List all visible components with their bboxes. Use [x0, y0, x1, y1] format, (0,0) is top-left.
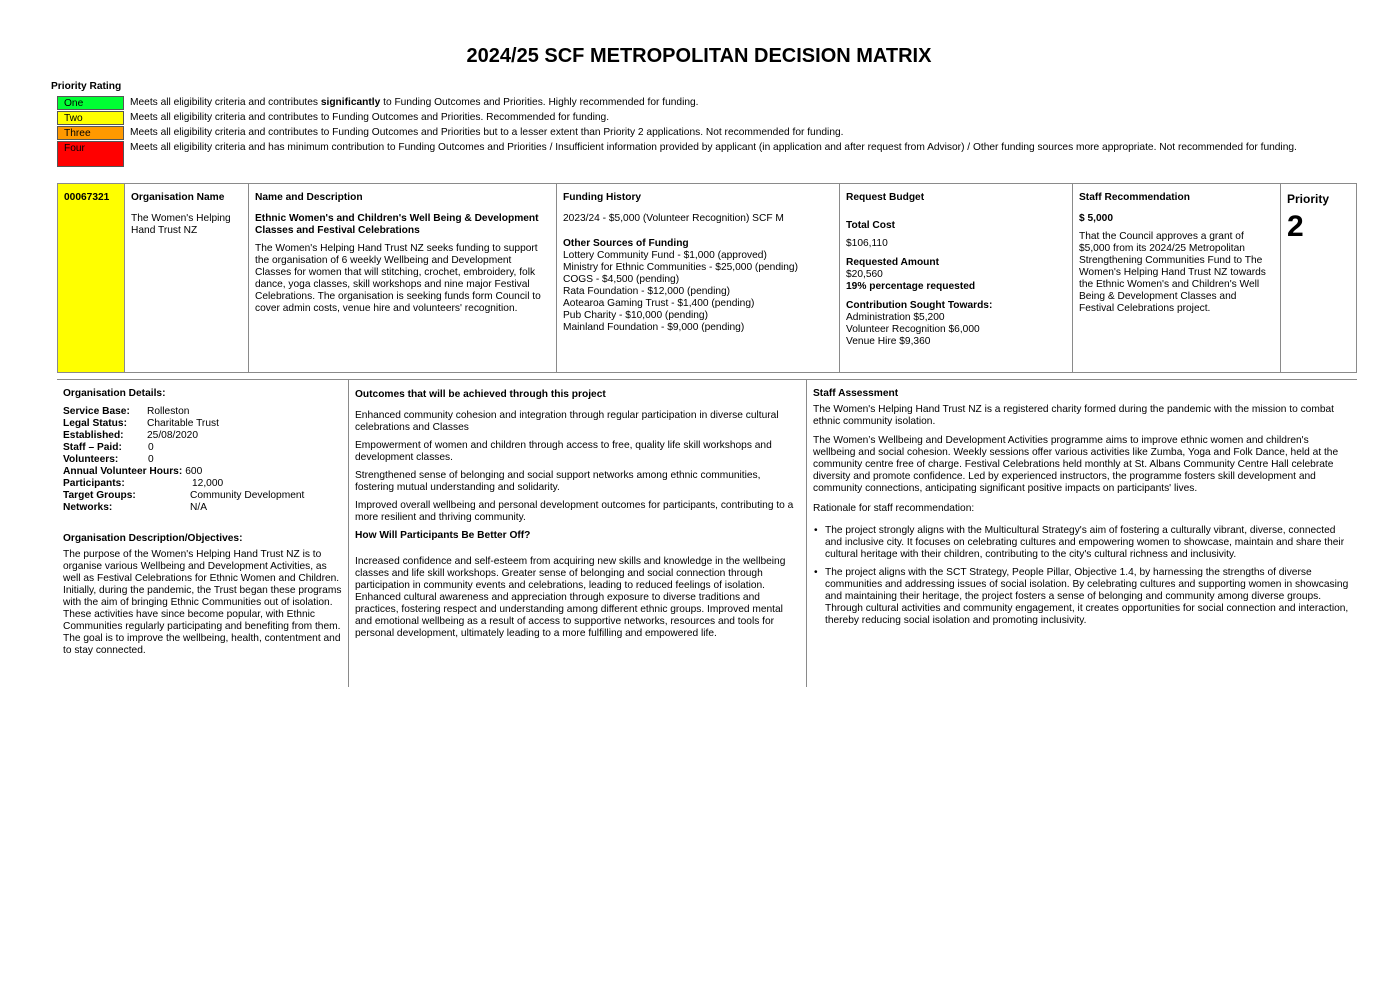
requested-amount-label: Requested Amount [846, 257, 940, 268]
detail-key: Established: [63, 430, 124, 441]
objectives-heading: Organisation Description/Objectives: [63, 533, 243, 544]
detail-row-participants [63, 478, 342, 490]
better-off-heading: How Will Participants Be Better Off? [355, 530, 531, 541]
other-sources-label: Other Sources of Funding [563, 238, 689, 249]
request-budget-cell [840, 184, 1073, 372]
funding-history-cell [557, 184, 840, 372]
contribution-item: Administration $5,200 [846, 312, 945, 323]
requested-amount-value: $20,560 [846, 269, 883, 280]
staff-recommendation-text: That the Council approves a grant of $5,000 from its 2024/25 Metropolitan Strengthening Communities Fund to The Women's Helping Hand Trust NZ towards the Ethnic Women's and Children's Well Being & Development Classes and Festival Celebrations project. [1079, 231, 1266, 314]
legend-text-two: Meets all eligibility criteria and contributes to Funding Outcomes and Priorities. Recommended for funding. [130, 112, 610, 123]
rationale-item: • The project aligns with the SCT Strategy, People Pillar, Objective 1.4, by harnessing the strengths of diverse communities and addressing issues of social isolation. By celebrating cultures and supporting women in showcasing and maintaining their heritage, the project fosters a sense of belonging and community among diverse groups. Through cultural activities and community engagement, it creates opportunities for social connection and interaction, thereby reducing social isolation and promoting inclusivity. [813, 567, 1351, 627]
legend-text-one-pre: Meets all eligibility criteria and contributes [130, 97, 321, 108]
outcomes-heading: Outcomes that will be achieved through this project [355, 389, 606, 400]
detail-key: Service Base: [63, 406, 130, 417]
funding-history: 2023/24 - $5,000 (Volunteer Recognition) SCF M [563, 213, 784, 224]
other-source-item: Rata Foundation - $12,000 (pending) [563, 286, 731, 297]
outcome-item: Enhanced community cohesion and integration through regular participation in diverse cultural celebrations and Classes [355, 410, 779, 433]
detail-row-target-groups [63, 490, 342, 502]
organisation-details-panel [57, 380, 349, 687]
detail-row-legal-status [63, 418, 342, 430]
rationale-label: Rationale for staff recommendation: [813, 503, 975, 514]
priority-header: Priority [1287, 192, 1330, 206]
page-title: 2024/25 SCF METROPOLITAN DECISION MATRIX [466, 45, 932, 67]
legend-swatch-two: Two [57, 111, 124, 125]
rationale-item: • The project strongly aligns with the Multicultural Strategy's aim of fostering a culturally vibrant, diverse, connected and inclusive city. It focuses on celebrating cultures and empowering women to showcase, maintain and share their cultural heritage with their children, contributing to the city's cultural richness and inclusivity. [813, 525, 1351, 561]
detail-key: Networks: [63, 502, 113, 513]
legend-text-one [130, 96, 699, 109]
legend-swatch-three: Three [57, 126, 124, 140]
detail-key: Participants: [63, 478, 125, 489]
detail-value: 600 [185, 466, 203, 477]
application-id: 00067321 [64, 192, 110, 203]
contribution-item: Venue Hire $9,360 [846, 336, 931, 347]
detail-row-volunteers [63, 454, 342, 466]
other-source-item: Mainland Foundation - $9,000 (pending) [563, 322, 745, 333]
staff-assessment-para1: The Women's Helping Hand Trust NZ is a registered charity formed during the pandemic with the mission to combat ethnic community isolation. [813, 404, 1334, 427]
outcome-item: Empowerment of women and children through access to free, quality life skill workshops and development classes. [355, 440, 772, 463]
priority-cell [1281, 184, 1356, 372]
detail-value: 0 [148, 454, 154, 465]
percent-requested: 19% percentage requested [846, 281, 976, 292]
request-budget-header: Request Budget [846, 192, 925, 203]
funding-history-header: Funding History [563, 192, 642, 203]
legend-row-three [57, 126, 1317, 140]
detail-key: Legal Status: [63, 418, 127, 429]
legend-row-one [57, 96, 1317, 110]
outcomes-panel [349, 380, 807, 687]
detail-value: 12,000 [192, 478, 224, 489]
rationale-list [813, 525, 1351, 627]
description-cell [249, 184, 557, 372]
legend-row-two [57, 111, 1317, 125]
staff-assessment-heading: Staff Assessment [813, 388, 899, 399]
organisation-details-list [63, 406, 342, 514]
staff-recommendation-header: Staff Recommendation [1079, 192, 1190, 203]
legend-text-three: Meets all eligibility criteria and contributes to Funding Outcomes and Priorities but to a lesser extent than Priority 2 applications. Not recommended for funding. [130, 127, 844, 138]
legend-row-four [57, 141, 1317, 167]
organisation-cell [125, 184, 249, 372]
staff-assessment-panel [807, 380, 1357, 687]
detail-value: 25/08/2020 [147, 430, 198, 441]
detail-row-service-base [63, 406, 342, 418]
staff-assessment-para2: The Women’s Wellbeing and Development Activities programme aims to improve ethnic women and children's wellbeing and social cohesion. Weekly sessions offer various activities like Zumba, Yoga and Folk Dance, held at the community centre free of charge. Festival Celebrations held monthly at St. Albans Community Centre Hall celebrate diversity and promote confidence. Led by experienced instructors, the programme fosters skill development and community connections, anticipating significant positive impacts on participants' lives. [813, 435, 1339, 494]
organisation-header: Organisation Name [131, 192, 225, 203]
outcome-item: Strengthened sense of belonging and social support networks among ethnic communities, fostering mutual understanding and solidarity. [355, 470, 761, 493]
application-table [57, 183, 1357, 373]
legend-swatch-four: Four [57, 141, 124, 167]
detail-value: Charitable Trust [147, 418, 219, 429]
outcome-item: Improved overall wellbeing and personal development outcomes for participants, contributing to a more resilient and thriving community. [355, 500, 794, 523]
application-id-cell [58, 184, 125, 372]
contribution-item: Volunteer Recognition $6,000 [846, 324, 980, 335]
other-source-item: COGS - $4,500 (pending) [563, 274, 680, 285]
detail-row-established [63, 430, 342, 442]
staff-recommendation-cell [1073, 184, 1281, 372]
other-source-item: Aotearoa Gaming Trust - $1,400 (pending) [563, 298, 755, 309]
organisation-details-heading: Organisation Details: [63, 388, 166, 399]
legend-swatch-one: One [57, 96, 124, 110]
detail-key: Staff – Paid: [63, 442, 122, 453]
detail-value: N/A [190, 502, 207, 513]
detail-row-volunteer-hours [63, 466, 342, 478]
other-source-item: Pub Charity - $10,000 (pending) [563, 310, 708, 321]
detail-row-networks [63, 502, 342, 514]
detail-key: Volunteers: [63, 454, 119, 465]
legend-text-four: Meets all eligibility criteria and has minimum contribution to Funding Outcomes and Priorities / Insufficient information provided by applicant (in application and after request from Advisor) / Other funding sources more appropriate. Not recommended for funding. [130, 142, 1297, 153]
total-cost-value: $106,110 [846, 238, 888, 249]
staff-recommended-amount: $ 5,000 [1079, 213, 1113, 224]
priority-rating-label: Priority Rating [51, 81, 122, 92]
detail-value: 0 [148, 442, 154, 453]
legend-text-one-post: to Funding Outcomes and Priorities. Highly recommended for funding. [380, 97, 699, 108]
other-source-item: Lottery Community Fund - $1,000 (approved) [563, 250, 767, 261]
description-header: Name and Description [255, 192, 363, 203]
detail-key: Target Groups: [63, 490, 136, 501]
total-cost-label: Total Cost [846, 220, 896, 231]
detail-value: Community Development [190, 490, 305, 501]
legend-text-one-bold: significantly [320, 97, 381, 108]
other-source-item: Ministry for Ethnic Communities - $25,000 (pending) [563, 262, 798, 273]
priority-value: 2 [1287, 210, 1304, 243]
organisation-name: The Women's Helping Hand Trust NZ [131, 213, 231, 236]
detail-key: Annual Volunteer Hours: [63, 466, 183, 477]
detail-value: Rolleston [147, 406, 190, 417]
project-description: The Women's Helping Hand Trust NZ seeks funding to support the organisation of 6 weekly Wellbeing and Development Classes for women that will stitching, crochet, embroidery, folk dance, yoga classes, skill workshops and nine major Festival Celebrations. The organisation is seeking funds form Council to cover admin costs, venue hire and volunteers' recognition. [255, 243, 541, 314]
other-sources-list [563, 250, 833, 334]
priority-legend [57, 96, 1317, 168]
contribution-label: Contribution Sought Towards: [846, 300, 993, 311]
detail-row-staff-paid [63, 442, 342, 454]
objectives-text: The purpose of the Women's Helping Hand Trust NZ is to organise various Wellbeing and Development Activities, as well as Festival Celebrations for Ethnic Women and Children. Initially, during the pandemic, the Trust began these programs with the aim of bringing Ethnic Communities out of isolation. These activities have since become popular, with Ethnic Communities regularly participating and benefiting from them. The goal is to improve the wellbeing, health, contentment and to stay connected. [63, 549, 342, 656]
project-name: Ethnic Women's and Children's Well Being & Development Classes and Festival Celebrations [255, 213, 539, 236]
better-off-text: Increased confidence and self-esteem from acquiring new skills and knowledge in the wellbeing classes and life skill workshops. Greater sense of belonging and social connection through participation in community events and celebrations, leading to reduced feelings of isolation. Enhanced cultural awareness and appreciation through exposure to diverse traditions and practices, fostering respect and understanding among different ethnic groups. Improved mental and emotional wellbeing as a result of access to supportive networks, resources and tools for personal development, ultimately leading to a more fulfilling and empowered life. [355, 556, 786, 639]
